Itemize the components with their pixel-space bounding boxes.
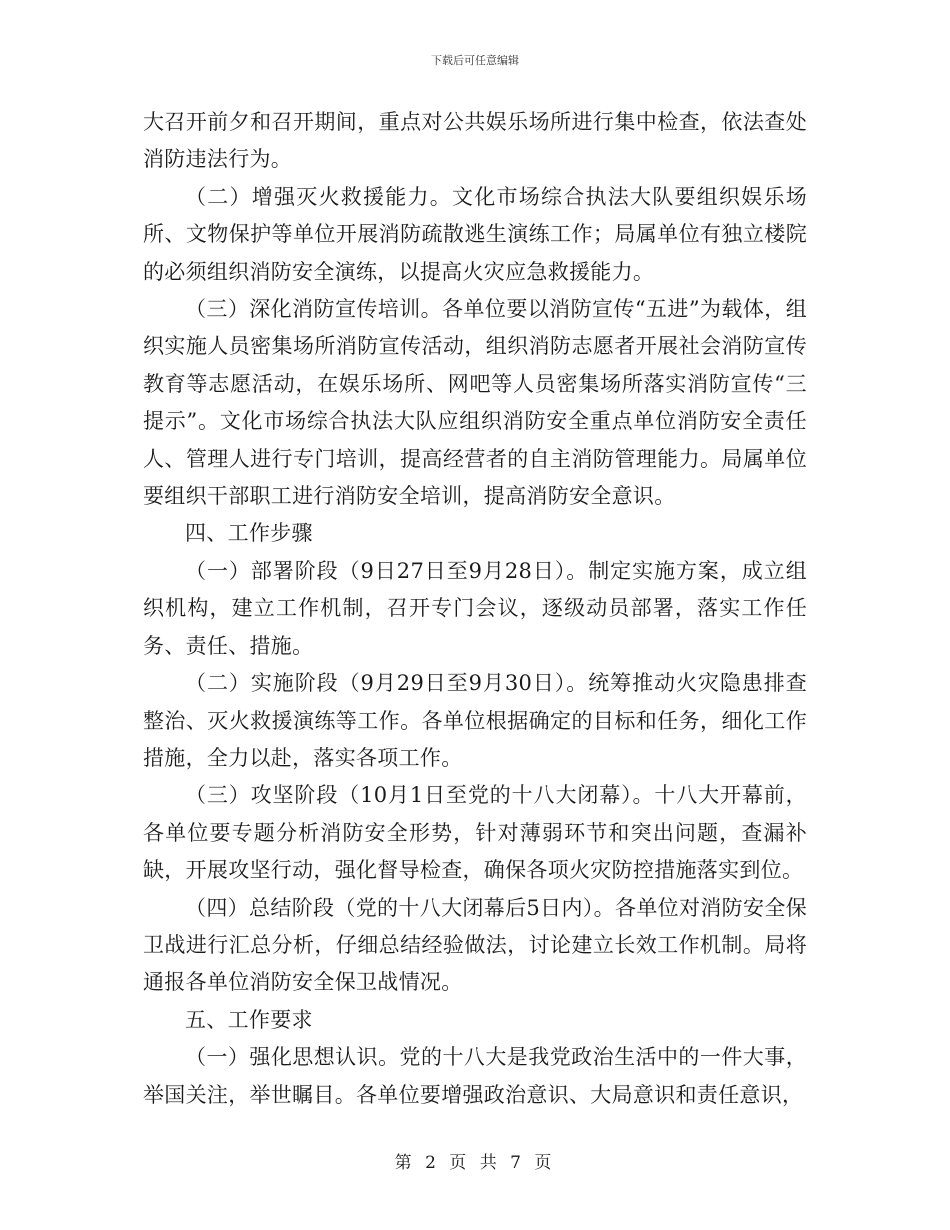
document-body [143, 104, 807, 1114]
paragraph: （四）总结阶段（党的十八大闭幕后5日内）。各单位对消防安全保卫战进行汇总分析，仔细总结经验做法，讨论建立长效工作机制。局将通报各单位消防安全保卫战情况。 [143, 895, 807, 995]
paragraph: （二）实施阶段（9月29日至9月30日）。统筹推动火灾隐患排查整治、灭火救援演练等工作。各单位根据确定的目标和任务，细化工作措施，全力以赴，落实各项工作。 [143, 671, 807, 770]
page-number-footer: 第 2 页 共 7 页 [394, 1153, 556, 1173]
paragraph: （三）攻坚阶段（10月1日至党的十八大闭幕）。十八大开幕前，各单位要专题分析消防安全形势，针对薄弱环节和突出问题，查漏补缺，开展攻坚行动，强化督导检查，确保各项火灾防控措施落实到位。 [143, 783, 807, 883]
paragraph: 大召开前夕和召开期间，重点对公共娱乐场所进行集中检查，依法查处消防违法行为。 [143, 110, 807, 172]
paragraph: （一）部署阶段（9日27日至9月28日）。制定实施方案，成立组织机构，建立工作机制，召开专门会议，逐级动员部署，落实工作任务、责任、措施。 [143, 558, 807, 658]
section-heading: 五、工作要求 [185, 1007, 313, 1032]
section-heading: 四、工作步骤 [185, 521, 313, 546]
paragraph: （三）深化消防宣传培训。各单位要以消防宣传“五进”为载体，组织实施人员密集场所消防宣传活动，组织消防志愿者开展社会消防宣传教育等志愿活动，在娱乐场所、网吧等人员密集场所落实消防宣传“三提示”。文化市场综合执法大队应组织消防安全重点单位消防安全责任人、管理人进行专门培训，提高经营者的自主消防管理能力。局属单位要组织干部职工进行消防安全培训，提高消防安全意识。 [143, 297, 807, 509]
page-header-note: 下载后可任意编辑 [431, 54, 519, 67]
paragraph: （二）增强灭火救援能力。文化市场综合执法大队要组织娱乐场所、文物保护等单位开展消防疏散逃生演练工作；局属单位有独立楼院的必须组织消防安全演练，以提高火灾应急救援能力。 [143, 184, 807, 284]
paragraph: （一）强化思想认识。党的十八大是我党政治生活中的一件大事，举国关注，举世瞩目。各单位要增强政治意识、大局意识和责任意识， [143, 1045, 807, 1107]
